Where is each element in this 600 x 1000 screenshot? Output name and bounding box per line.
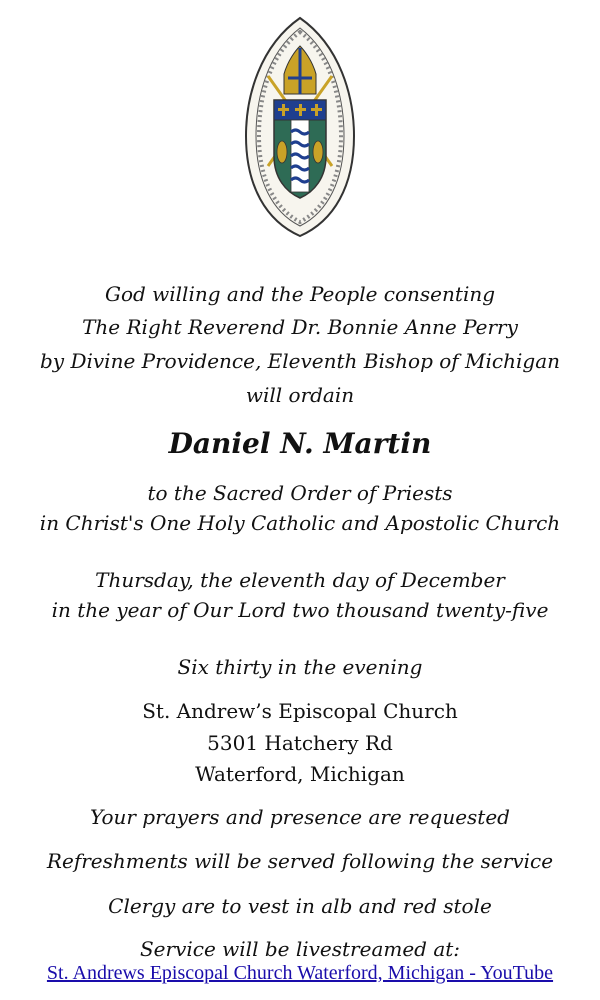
date-line-day: Thursday, the eleventh day of December (95, 568, 505, 592)
date-line-year: in the year of Our Lord two thousand twenty-five (51, 598, 549, 622)
invitation-line-will-ordain: will ordain (245, 383, 355, 407)
ordinand-name: Daniel N. Martin (168, 427, 432, 460)
order-line-church: in Christ's One Holy Catholic and Apostolic Church (39, 511, 561, 535)
order-line-priests: to the Sacred Order of Priests (147, 481, 453, 505)
vesting-note: Clergy are to vest in alb and red stole (108, 894, 492, 918)
livestream-link[interactable]: St. Andrews Episcopal Church Waterford, Michigan - YouTube (46, 962, 554, 984)
venue-city: Waterford, Michigan (195, 762, 405, 786)
livestream-link-wrapper (0, 962, 600, 985)
venue-street: 5301 Hatchery Rd (207, 731, 393, 755)
diocesan-seal-icon (244, 16, 356, 238)
livestream-label: Service will be livestreamed at: (139, 937, 461, 961)
invitation-line-consenting: God willing and the People consenting (104, 282, 496, 306)
invitation-line-bishop-title: by Divine Providence, Eleventh Bishop of Michigan (39, 349, 560, 373)
venue-name: St. Andrew’s Episcopal Church (142, 699, 458, 723)
service-time: Six thirty in the evening (177, 655, 423, 679)
presence-request: Your prayers and presence are requested (90, 805, 510, 829)
refreshments-note: Refreshments will be served following the service (46, 849, 554, 873)
invitation-line-bishop-name: The Right Reverend Dr. Bonnie Anne Perry (82, 315, 518, 339)
